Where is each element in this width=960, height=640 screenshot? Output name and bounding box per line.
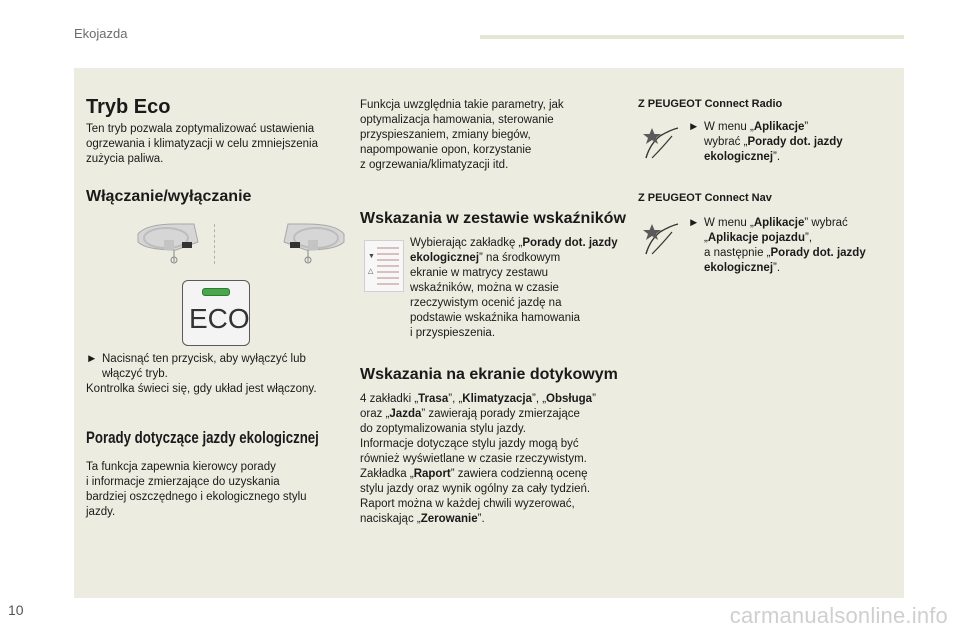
touch-heading: Wskazania na ekranie dotykowym (360, 366, 618, 383)
section-header: Ekojazda (74, 26, 128, 41)
press-instruction (86, 352, 366, 397)
radio-post: ” (804, 121, 809, 133)
reset-line (360, 512, 630, 527)
eco-button[interactable] (182, 280, 250, 346)
params-line: napompowanie opon, korzystanie (360, 144, 532, 156)
cluster-heading: Wskazania w zestawie wskaźników (360, 210, 626, 227)
menu-porady: Porady dot. jazdy ekologicznej (704, 136, 843, 163)
radio-menu-icon (642, 126, 682, 162)
indicator-text: Kontrolka świeci się, gdy układ jest włączony. (86, 383, 317, 395)
eco-button-label: ECO (189, 303, 250, 334)
nav-instruction (688, 216, 898, 276)
intro-text (86, 122, 354, 167)
page-number: 10 (8, 602, 24, 618)
press-text: Nacisnąć ten przycisk, aby wyłączyć lub (102, 353, 306, 365)
menu-porady: Porady dot. jazdy ekologicznej (704, 247, 866, 274)
watermark: carmanualsonline.info (729, 603, 948, 628)
nav-label: Z PEUGEOT Connect Nav (638, 192, 772, 204)
eco-indicator-led (202, 288, 230, 296)
cluster-line: rzeczywistym ocenić jazdę na (410, 297, 562, 309)
divider-dashed (214, 224, 216, 264)
nav-line (688, 231, 898, 246)
tips-line: bardziej oszczędnego i ekologicznego stylu (86, 491, 307, 503)
params-line: optymalizacja hamowania, sterowanie (360, 114, 554, 126)
reset-pre: naciskając „ (360, 513, 421, 525)
report-post: ” zawiera codzienną ocenę (450, 468, 588, 480)
cluster-tab-name: Porady dot. jazdy ekologicznej (410, 237, 618, 264)
tips-line: i informacje zmierzające do uzyskania (86, 476, 280, 488)
intro-line: ogrzewania i klimatyzacji w celu zmniejszenia (86, 138, 319, 150)
report-line: stylu jazdy oraz wynik ogólny za cały tydzień. (360, 483, 591, 495)
report-line: Raport można w każdej chwili wyzerować, (360, 498, 575, 510)
touch-line: 4 zakładki „Trasa”, „Klimatyzacja”, „Obsługa” (360, 393, 596, 405)
radio-line (688, 120, 888, 135)
nav-line (688, 216, 898, 231)
params-text (360, 98, 620, 173)
touch-text (360, 392, 630, 527)
cluster-text (410, 236, 620, 341)
cluster-line (410, 236, 620, 266)
tab-klimatyzacja: Klimatyzacja (462, 393, 532, 405)
content-panel (74, 68, 904, 598)
touch-line: oraz „Jazda” zawierają porady zmierzające (360, 408, 580, 420)
cluster-line: wskaźników, można w czasie (410, 282, 559, 294)
tab-obsluga: Obsługa (546, 393, 593, 405)
params-line: z ogrzewania/klimatyzacji itd. (360, 159, 509, 171)
menu-aplikacje: Aplikacje (753, 121, 805, 133)
zerowanie-label: Zerowanie (420, 513, 478, 525)
params-line: Funkcja uwzględnia takie parametry, jak (360, 99, 564, 111)
touch-line: również wyświetlane w czasie rzeczywistym. (360, 453, 587, 465)
arrow-up-icon: △ (368, 268, 374, 275)
header-rule (480, 35, 904, 39)
radio-label: Z PEUGEOT Connect Radio (638, 98, 783, 110)
nav-pre: W menu „ (704, 217, 754, 229)
press-line (86, 352, 366, 367)
nav-then: a następnie „ (704, 247, 771, 259)
menu-aplikacje: Aplikacje (753, 217, 805, 229)
cluster-line: podstawie wskaźnika hamowania (410, 312, 581, 324)
onoff-heading: Włączanie/wyłączanie (86, 188, 252, 205)
radio-end: ”. (773, 151, 781, 163)
radio-instruction (688, 120, 888, 165)
nav-menu-icon (642, 222, 682, 258)
bullet-icon: ► (688, 217, 700, 229)
tips-line: Ta funkcja zapewnia kierowcy porady (86, 461, 276, 473)
report-line (360, 467, 630, 482)
tips-line: jazdy. (86, 506, 116, 518)
report-pre: Zakładka „ (360, 468, 414, 480)
radio-pre: W menu „ (704, 121, 754, 133)
reset-post: ”. (477, 513, 485, 525)
nav-line (688, 246, 898, 276)
instrument-cluster-icon (364, 240, 404, 292)
nav-post: ” wybrać (804, 217, 848, 229)
steering-wheel-illustration (136, 220, 348, 268)
cluster-line: i przyspieszenia. (410, 327, 496, 339)
bullet-icon: ► (86, 353, 98, 365)
tab-trasa: Trasa (418, 393, 449, 405)
bullet-icon: ► (688, 121, 700, 133)
menu-aplikacje-pojazdu: Aplikacje pojazdu (707, 232, 805, 244)
tips-text (86, 460, 366, 520)
touch-mid: ” zawierają porady zmierzające (421, 408, 580, 420)
touch-line: Informacje dotyczące stylu jazdy mogą być (360, 438, 579, 450)
cluster-pre: Wybierając zakładkę „ (410, 237, 523, 249)
steering-wheel-right-icon (284, 224, 344, 263)
radio-line (688, 135, 888, 165)
intro-line: zużycia paliwa. (86, 153, 164, 165)
params-line: przyspieszaniem, zmiany biegów, (360, 129, 531, 141)
tab-jazda: Jazda (389, 408, 422, 420)
cluster-line: ekranie w matrycy zestawu (410, 267, 549, 279)
page-title: Tryb Eco (86, 96, 171, 118)
press-line: włączyć tryb. (102, 368, 168, 380)
tips-heading: Porady dotyczące jazdy ekologicznej (86, 428, 319, 447)
nav-end: ”. (773, 262, 781, 274)
nav-sub-open: „ (704, 232, 708, 244)
radio-sel-pre: wybrać „ (704, 136, 748, 148)
touch-intro: 4 zakładki „ (360, 393, 419, 405)
tab-raport: Raport (413, 468, 451, 480)
nav-sub-close: ”, (804, 232, 813, 244)
intro-line: Ten tryb pozwala zoptymalizować ustawienia (86, 123, 315, 135)
cluster-post: ” na środkowym (479, 252, 561, 264)
steering-wheel-left-icon (138, 224, 198, 263)
touch-line: do zoptymalizowania stylu jazdy. (360, 423, 526, 435)
arrow-down-icon: ▼ (368, 253, 375, 260)
